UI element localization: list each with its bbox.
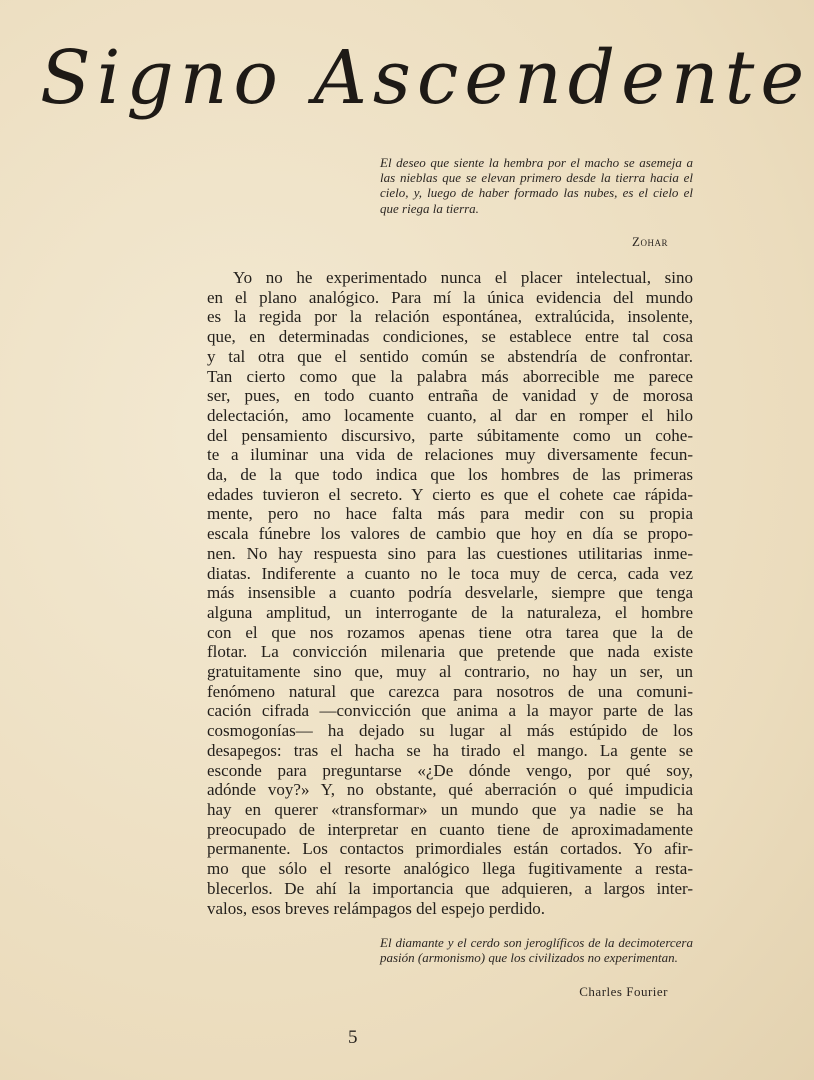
body-line: adónde voy?» Y, no obstante, qué aberración o qué impudicia xyxy=(207,780,693,800)
body-line: Yo no he experimentado nunca el placer intelectual, sino xyxy=(233,268,693,287)
epigraph-bottom-attribution: Charles Fourier xyxy=(579,984,668,999)
body-line: flotar. La convicción milenaria que pretende que nada existe xyxy=(207,642,693,662)
body-line: da, de la que todo indica que los hombres de las primeras xyxy=(207,465,693,485)
body-line: hay en querer «transformar» un mundo que ya nadie se ha xyxy=(207,799,693,819)
body-line: nen. No hay respuesta sino para las cuestiones utilitarias inme- xyxy=(207,543,693,563)
body-line: cación cifrada —convicción que anima a la mayor parte de las xyxy=(207,701,693,721)
body-line: y tal otra que el sentido común se abstendría de confrontar. xyxy=(207,346,693,366)
page-title: Signo Ascendente xyxy=(40,35,811,121)
body-line: cosmogonías— ha dejado su lugar al más estúpido de los xyxy=(207,721,693,741)
body-line: permanente. Los contactos primordiales están cortados. Yo afir- xyxy=(207,839,693,859)
epigraph-top-attribution: Zohar xyxy=(632,234,668,249)
body-text xyxy=(207,268,693,918)
body-line: Tan cierto como que la palabra más aborrecible me parece xyxy=(207,366,693,386)
body-line: ser, pues, en todo cuanto entraña de vanidad y de morosa xyxy=(207,386,693,406)
body-line: desapegos: tras el hacha se ha tirado el mango. La gente se xyxy=(207,740,693,760)
body-line: alguna amplitud, un interrogante de la naturaleza, el hombre xyxy=(207,602,693,622)
page-number: 5 xyxy=(348,1027,358,1048)
body-line: blecerlos. De ahí la importancia que adquieren, a largos inter- xyxy=(207,878,693,898)
epigraph-top: El deseo que siente la hembra por el macho se asemeja a las nieblas que se elevan primero desde la tierra hacia el cielo, y, luego de haber formado las nubes, es el cielo el que riega la tierra. xyxy=(380,155,693,216)
body-line: en el plano analógico. Para mí la única evidencia del mundo xyxy=(207,287,693,307)
body-line: delectación, amo locamente cuanto, al dar en romper el hilo xyxy=(207,405,693,425)
body-line: preocupado de interpretar en cuanto tiene de aproximadamente xyxy=(207,819,693,839)
body-line: gratuitamente sino que, muy al contrario, no hay un ser, un xyxy=(207,662,693,682)
body-line: mo que sólo el resorte analógico llega fugitivamente a resta- xyxy=(207,859,693,879)
body-line: edades tuvieron el secreto. Y cierto es que el cohete cae rápida- xyxy=(207,484,693,504)
body-line: del pensamiento discursivo, parte súbitamente como un cohe- xyxy=(207,425,693,445)
body-line: esconde para preguntarse «¿De dónde vengo, por qué soy, xyxy=(207,760,693,780)
body-line: que, en determinadas condiciones, se establece entre tal cosa xyxy=(207,327,693,347)
body-line: valos, esos breves relámpagos del espejo perdido. xyxy=(207,898,546,918)
epigraph-bottom: El diamante y el cerdo son jeroglíficos de la decimotercera pasión (armonismo) que los civilizados no experimentan. xyxy=(380,935,693,966)
body-line: es la regida por la relación espontánea, extralúcida, insolente, xyxy=(207,307,693,327)
body-line: te a iluminar una vida de relaciones muy diversamente fecun- xyxy=(207,445,693,465)
body-line: mente, pero no hace falta más para medir con su propia xyxy=(207,504,693,524)
body-line: diatas. Indiferente a cuanto no le toca muy de cerca, cada vez xyxy=(207,563,693,583)
body-line: fenómeno natural que carezca para nosotros de una comuni- xyxy=(207,681,693,701)
body-line: escala fúnebre los valores de cambio que hoy en día se propo- xyxy=(207,524,693,544)
body-line: más insensible a cuanto podría desvelarle, siempre que tenga xyxy=(207,583,693,603)
body-line: con el que nos rozamos apenas tiene otra tarea que la de xyxy=(207,622,693,642)
